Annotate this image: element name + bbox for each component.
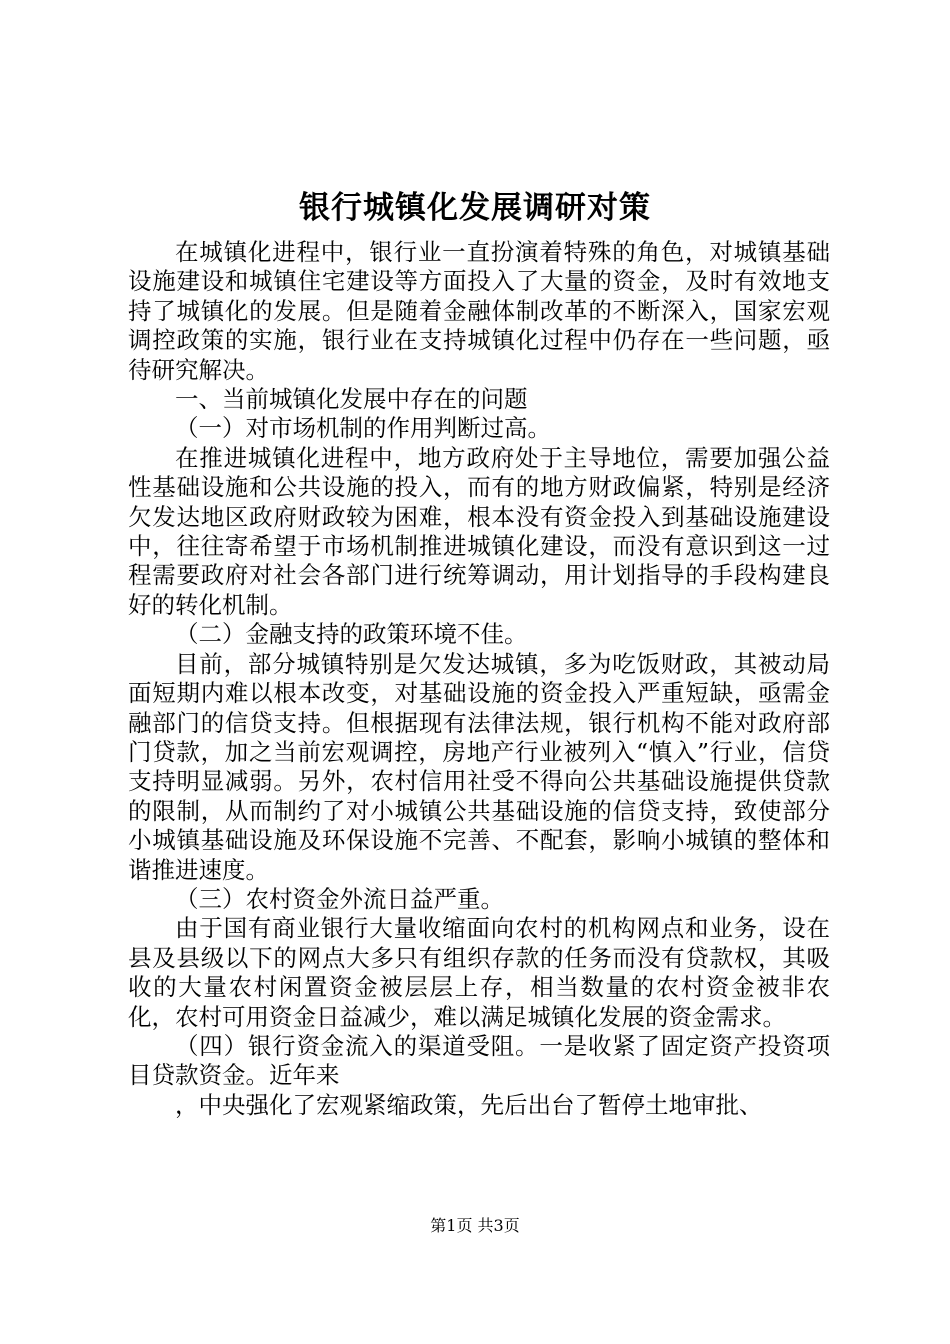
paragraph-3: 由于国有商业银行大量收缩面向农村的机构网点和业务，设在县及县级以下的网点大多只有组织存款的任务而没有贷款权，其吸收的大量农村闲置资金被层层上存，相当数量的农村资金被非农化，农村可用资金日益减少，难以满足城镇化发展的资金需求。 <box>128 914 830 1031</box>
paragraph-2: 目前，部分城镇特别是欠发达城镇，多为吃饭财政，其被动局面短期内难以根本改变，对基础设施的资金投入严重短缺，亟需金融部门的信贷支持。但根据现有法律法规，银行机构不能对政府部门贷款，加之当前宏观调控，房地产行业被列入“慎入”行业，信贷支持明显减弱。另外，农村信用社受不得向公共基础设施提供贷款的限制，从而制约了对小城镇公共基础设施的信贷支持，致使部分小城镇基础设施及环保设施不完善、不配套，影响小城镇的整体和谐推进速度。 <box>128 649 830 884</box>
subsection-heading-1: （一）对市场机制的作用判断过高。 <box>175 414 551 443</box>
document-body <box>128 238 830 1120</box>
section-heading-1: 一、当前城镇化发展中存在的问题 <box>175 385 528 414</box>
document-title: 银行城镇化发展调研对策 <box>299 190 651 226</box>
paragraph-intro: 在城镇化进程中，银行业一直扮演着特殊的角色，对城镇基础设施建设和城镇住宅建设等方面投入了大量的资金，及时有效地支持了城镇化的发展。但是随着金融体制改革的不断深入，国家宏观调控政策的实施，银行业在支持城镇化过程中仍存在一些问题，亟待研究解决。 <box>128 238 830 384</box>
page-footer: 第1页 共3页 <box>430 1216 520 1235</box>
subsection-heading-3: （三）农村资金外流日益严重。 <box>175 884 504 913</box>
subsection-heading-2: （二）金融支持的政策环境不佳。 <box>175 620 528 649</box>
paragraph-4-continued: ，中央强化了宏观紧缩政策，先后出台了暂停土地审批、 <box>175 1090 763 1119</box>
subsection-heading-4: （四）银行资金流入的渠道受阻。一是收紧了固定资产投资项目贷款资金。近年来 <box>128 1031 830 1090</box>
paragraph-1: 在推进城镇化进程中，地方政府处于主导地位，需要加强公益性基础设施和公共设施的投入，而有的地方财政偏紧，特别是经济欠发达地区政府财政较为困难，根本没有资金投入到基础设施建设中，往往寄希望于市场机制推进城镇化建设，而没有意识到这一过程需要政府对社会各部门进行统筹调动，用计划指导的手段构建良好的转化机制。 <box>128 443 830 619</box>
